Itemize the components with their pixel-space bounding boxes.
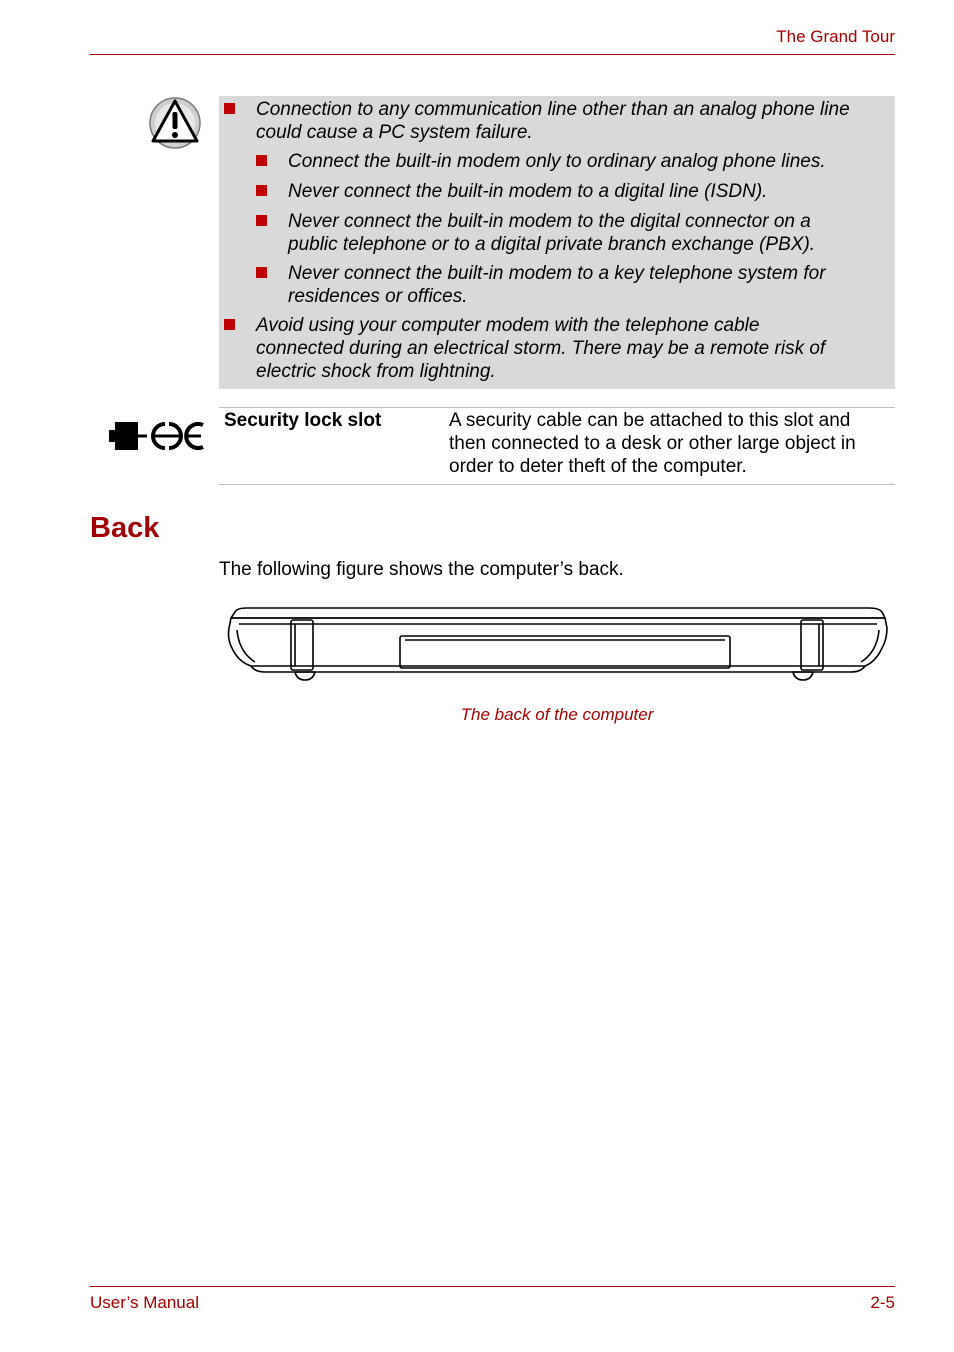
caution-item-line: public telephone or to a digital private branch exchange (PBX). [288, 234, 816, 255]
caution-item [224, 98, 850, 144]
caution-item [224, 314, 825, 383]
bullet-square-icon [256, 155, 267, 166]
caution-item-line: electric shock from lightning. [256, 361, 496, 382]
footer-rule [90, 1286, 895, 1287]
feature-description-line: order to deter theft of the computer. [449, 456, 747, 477]
feature-term: Security lock slot [224, 410, 382, 431]
caution-subitem [256, 180, 767, 203]
caution-subitem [256, 210, 815, 256]
figure-caption: The back of the computer [460, 705, 654, 724]
feature-description-line: then connected to a desk or other large object in [449, 433, 856, 454]
caution-triangle-icon [148, 96, 202, 150]
bullet-square-icon [256, 267, 267, 278]
section-intro: The following figure shows the computer’s back. [219, 559, 624, 580]
caution-item-line: residences or offices. [288, 286, 468, 307]
caution-item-line: Connect the built-in modem only to ordinary analog phone lines. [288, 151, 826, 172]
caution-subitem [256, 150, 826, 173]
bullet-square-icon [224, 319, 235, 330]
caution-item-line: Avoid using your computer modem with the telephone cable [256, 315, 760, 336]
caution-item-line: connected during an electrical storm. There may be a remote risk of [256, 338, 826, 359]
page-number: 2-5 [870, 1293, 895, 1312]
header-rule [90, 54, 895, 55]
laptop-back-illustration [225, 606, 891, 684]
footer-manual-title: User’s Manual [90, 1293, 199, 1312]
feature-description [449, 409, 894, 478]
bullet-square-icon [256, 215, 267, 226]
table-top-rule [219, 407, 895, 408]
security-lock-icon [107, 419, 205, 453]
caution-subitem [256, 262, 826, 308]
caution-item-line: Never connect the built-in modem to the digital connector on a [288, 211, 811, 232]
running-header: The Grand Tour [776, 27, 895, 46]
caution-item-line: could cause a PC system failure. [256, 122, 533, 143]
caution-item-line: Never connect the built-in modem to a digital line (ISDN). [288, 181, 768, 202]
table-bottom-rule [219, 484, 895, 485]
feature-description-line: A security cable can be attached to this slot and [449, 410, 851, 431]
bullet-square-icon [224, 103, 235, 114]
caution-item-line: Never connect the built-in modem to a key telephone system for [288, 263, 826, 284]
bullet-square-icon [256, 185, 267, 196]
caution-item-line: Connection to any communication line other than an analog phone line [256, 99, 850, 120]
section-heading: Back [90, 512, 160, 544]
